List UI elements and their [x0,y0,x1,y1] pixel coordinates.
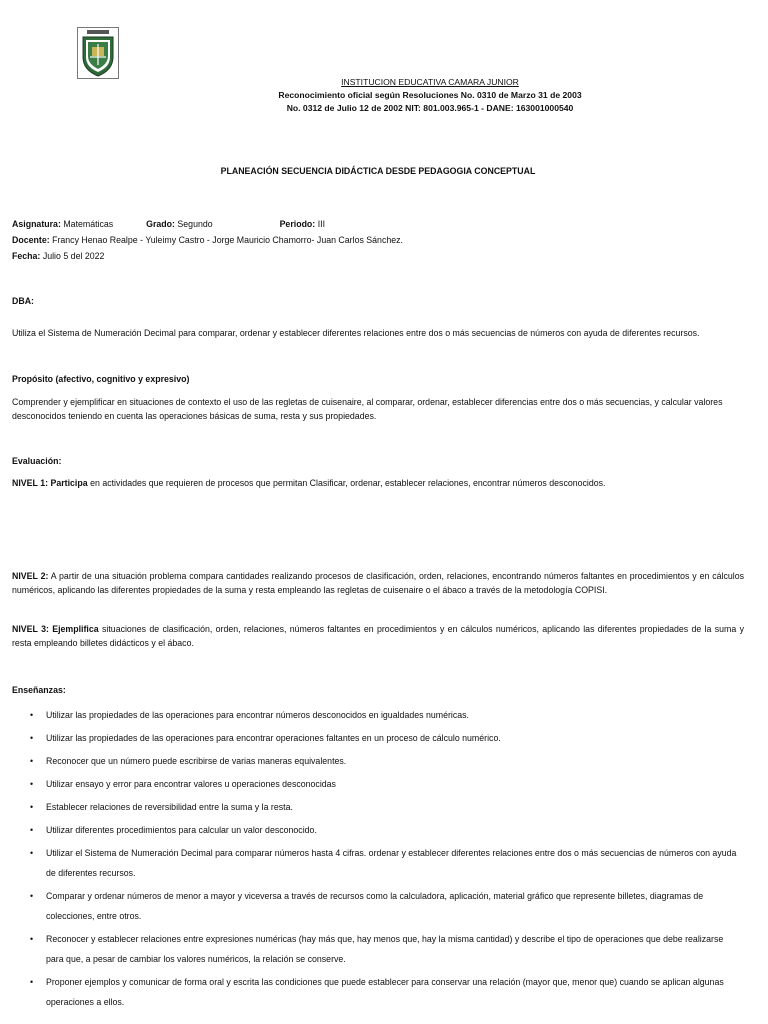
ensenanzas-item [12,797,742,817]
ensenanzas-item [12,774,742,794]
document-title: PLANEACIÓN SECUENCIA DIDÁCTICA DESDE PEDAGOGIA CONCEPTUAL [220,166,536,176]
dba-text: Utiliza el Sistema de Numeración Decimal para comparar, ordenar y establecer diferentes relaciones entre dos o más secuencias de números con ayuda de diferentes recursos. [12,328,700,338]
dba-label: DBA: [12,296,34,306]
periodo-label: Periodo: [279,219,316,229]
bullet-icon: • [30,934,34,944]
ensenanzas-item-text: Reconocer que un número puede escribirse de varias maneras equivalentes. [46,756,347,766]
ensenanzas-item-text: Utilizar las propiedades de las operaciones para encontrar operaciones faltantes en un proceso de cálculo numérico. [46,733,501,743]
fecha-value: Julio 5 del 2022 [42,251,105,261]
bullet-icon: • [30,802,34,812]
bullet-icon: • [30,848,34,858]
nivel2-paragraph [12,569,744,597]
docente-value: Francy Henao Realpe - Yuleimy Castro - Jorge Mauricio Chamorro- Juan Carlos Sánchez. [52,235,403,245]
grado-label: Grado: [146,219,175,229]
ensenanzas-item [12,751,742,771]
grado-value: Segundo [177,219,213,229]
ensenanzas-item [12,705,742,725]
ensenanzas-item-text: Comparar y ordenar números de menor a mayor y viceversa a través de recursos como la calculadora, aplicación, material gráfico que represente billetes, diagramas de colecciones, entre otros. [46,891,704,921]
ensenanzas-item-text: Establecer relaciones de reversibilidad entre la suma y la resta. [46,802,293,812]
ensenanzas-item-text: Utilizar el Sistema de Numeración Decimal para comparar números hasta 4 cifras. ordenar y establecer diferentes relaciones entre dos o más secuencias de números con ayuda de diferentes recursos. [46,848,737,878]
institution-header [180,76,680,115]
fecha-line [12,249,744,263]
recognition-line: Reconocimiento oficial según Resoluciones No. 0310 de Marzo 31 de 2003 [278,90,582,100]
nivel1-paragraph [12,476,744,490]
nivel3-label: NIVEL 3: [12,624,49,634]
ensenanzas-list [12,705,742,1015]
ensenanzas-item [12,843,742,883]
asignatura-label: Asignatura: [12,219,61,229]
bullet-icon: • [30,733,34,743]
nivel1-text: en actividades que requieren de procesos que permitan Clasificar, ordenar, establecer relaciones, encontrar números desconocidos. [90,478,606,488]
ensenanzas-item [12,728,742,748]
ensenanzas-item-text: Reconocer y establecer relaciones entre expresiones numéricas (hay más que, hay menos que, hay la misma cantidad) y describe el tipo de operaciones que debe realizarse para que, a pesar de cambiar los valores numéricos, la relación se conserve. [46,934,724,964]
bullet-icon: • [30,891,34,901]
ensenanzas-item-text: Utilizar las propiedades de las operaciones para encontrar números desconocidos en igualdades numéricas. [46,710,469,720]
bullet-icon: • [30,779,34,789]
ensenanzas-item [12,929,742,969]
nivel3-paragraph [12,622,744,650]
nivel1-label: NIVEL 1: [12,478,49,488]
ensenanzas-item-text: Utilizar ensayo y error para encontrar valores u operaciones desconocidas [46,779,336,789]
asignatura-value: Matemáticas [63,219,114,229]
bullet-icon: • [30,825,34,835]
ensenanzas-label: Enseñanzas: [12,685,66,695]
institution-name: INSTITUCION EDUCATIVA CAMARA JUNIOR [341,77,519,87]
subject-grade-period-line [12,217,744,231]
docente-label: Docente: [12,235,50,245]
fecha-label: Fecha: [12,251,41,261]
nivel2-label: NIVEL 2: [12,571,49,581]
periodo-value: III [317,219,326,229]
bullet-icon: • [30,977,34,987]
bullet-icon: • [30,710,34,720]
ensenanzas-item [12,886,742,926]
ensenanzas-item-text: Proponer ejemplos y comunicar de forma oral y escrita las condiciones que puede establecer para conservar una relación (mayor que, menor que) cuando se aplican algunas operaciones a ellos. [46,977,724,1007]
nivel1-keyword: Participa [50,478,88,488]
ensenanzas-item-text: Utilizar diferentes procedimientos para calcular un valor desconocido. [46,825,317,835]
nivel3-text: situaciones de clasificación, orden, relaciones, números faltantes en procedimientos y en cálculos numéricos, aplicando las diferentes propiedades de la suma y resta empleando billetes didácticos y el ábaco. [12,624,744,648]
ensenanzas-item [12,972,742,1012]
ensenanzas-item [12,820,742,840]
proposito-label: Propósito (afectivo, cognitivo y expresivo) [12,374,190,384]
docente-line [12,233,744,247]
school-crest-logo [77,27,119,79]
proposito-text: Comprender y ejemplificar en situaciones de contexto el uso de las regletas de cuisenaire, al comparar, ordenar, establecer diferencias entre dos o más secuencias, y calcular valores desconocidos teniendo en cuenta las operaciones básicas de suma, resta y sus propiedades. [12,397,723,421]
bullet-icon: • [30,756,34,766]
evaluacion-label: Evaluación: [12,456,62,466]
nit-dane-line: No. 0312 de Julio 12 de 2002 NIT: 801.003.965-1 - DANE: 163001000540 [286,103,574,113]
nivel2-text: A partir de una situación problema compara cantidades realizando procesos de clasificación, orden, relaciones, encontrando números faltantes en procedimientos y en cálculos numéricos, aplicando las diferentes propiedades de la suma y resta empleando las regletas de cuisenaire o el ábaco a través de la metodología COPISI. [12,571,744,595]
nivel3-keyword: Ejemplifica [52,624,99,634]
